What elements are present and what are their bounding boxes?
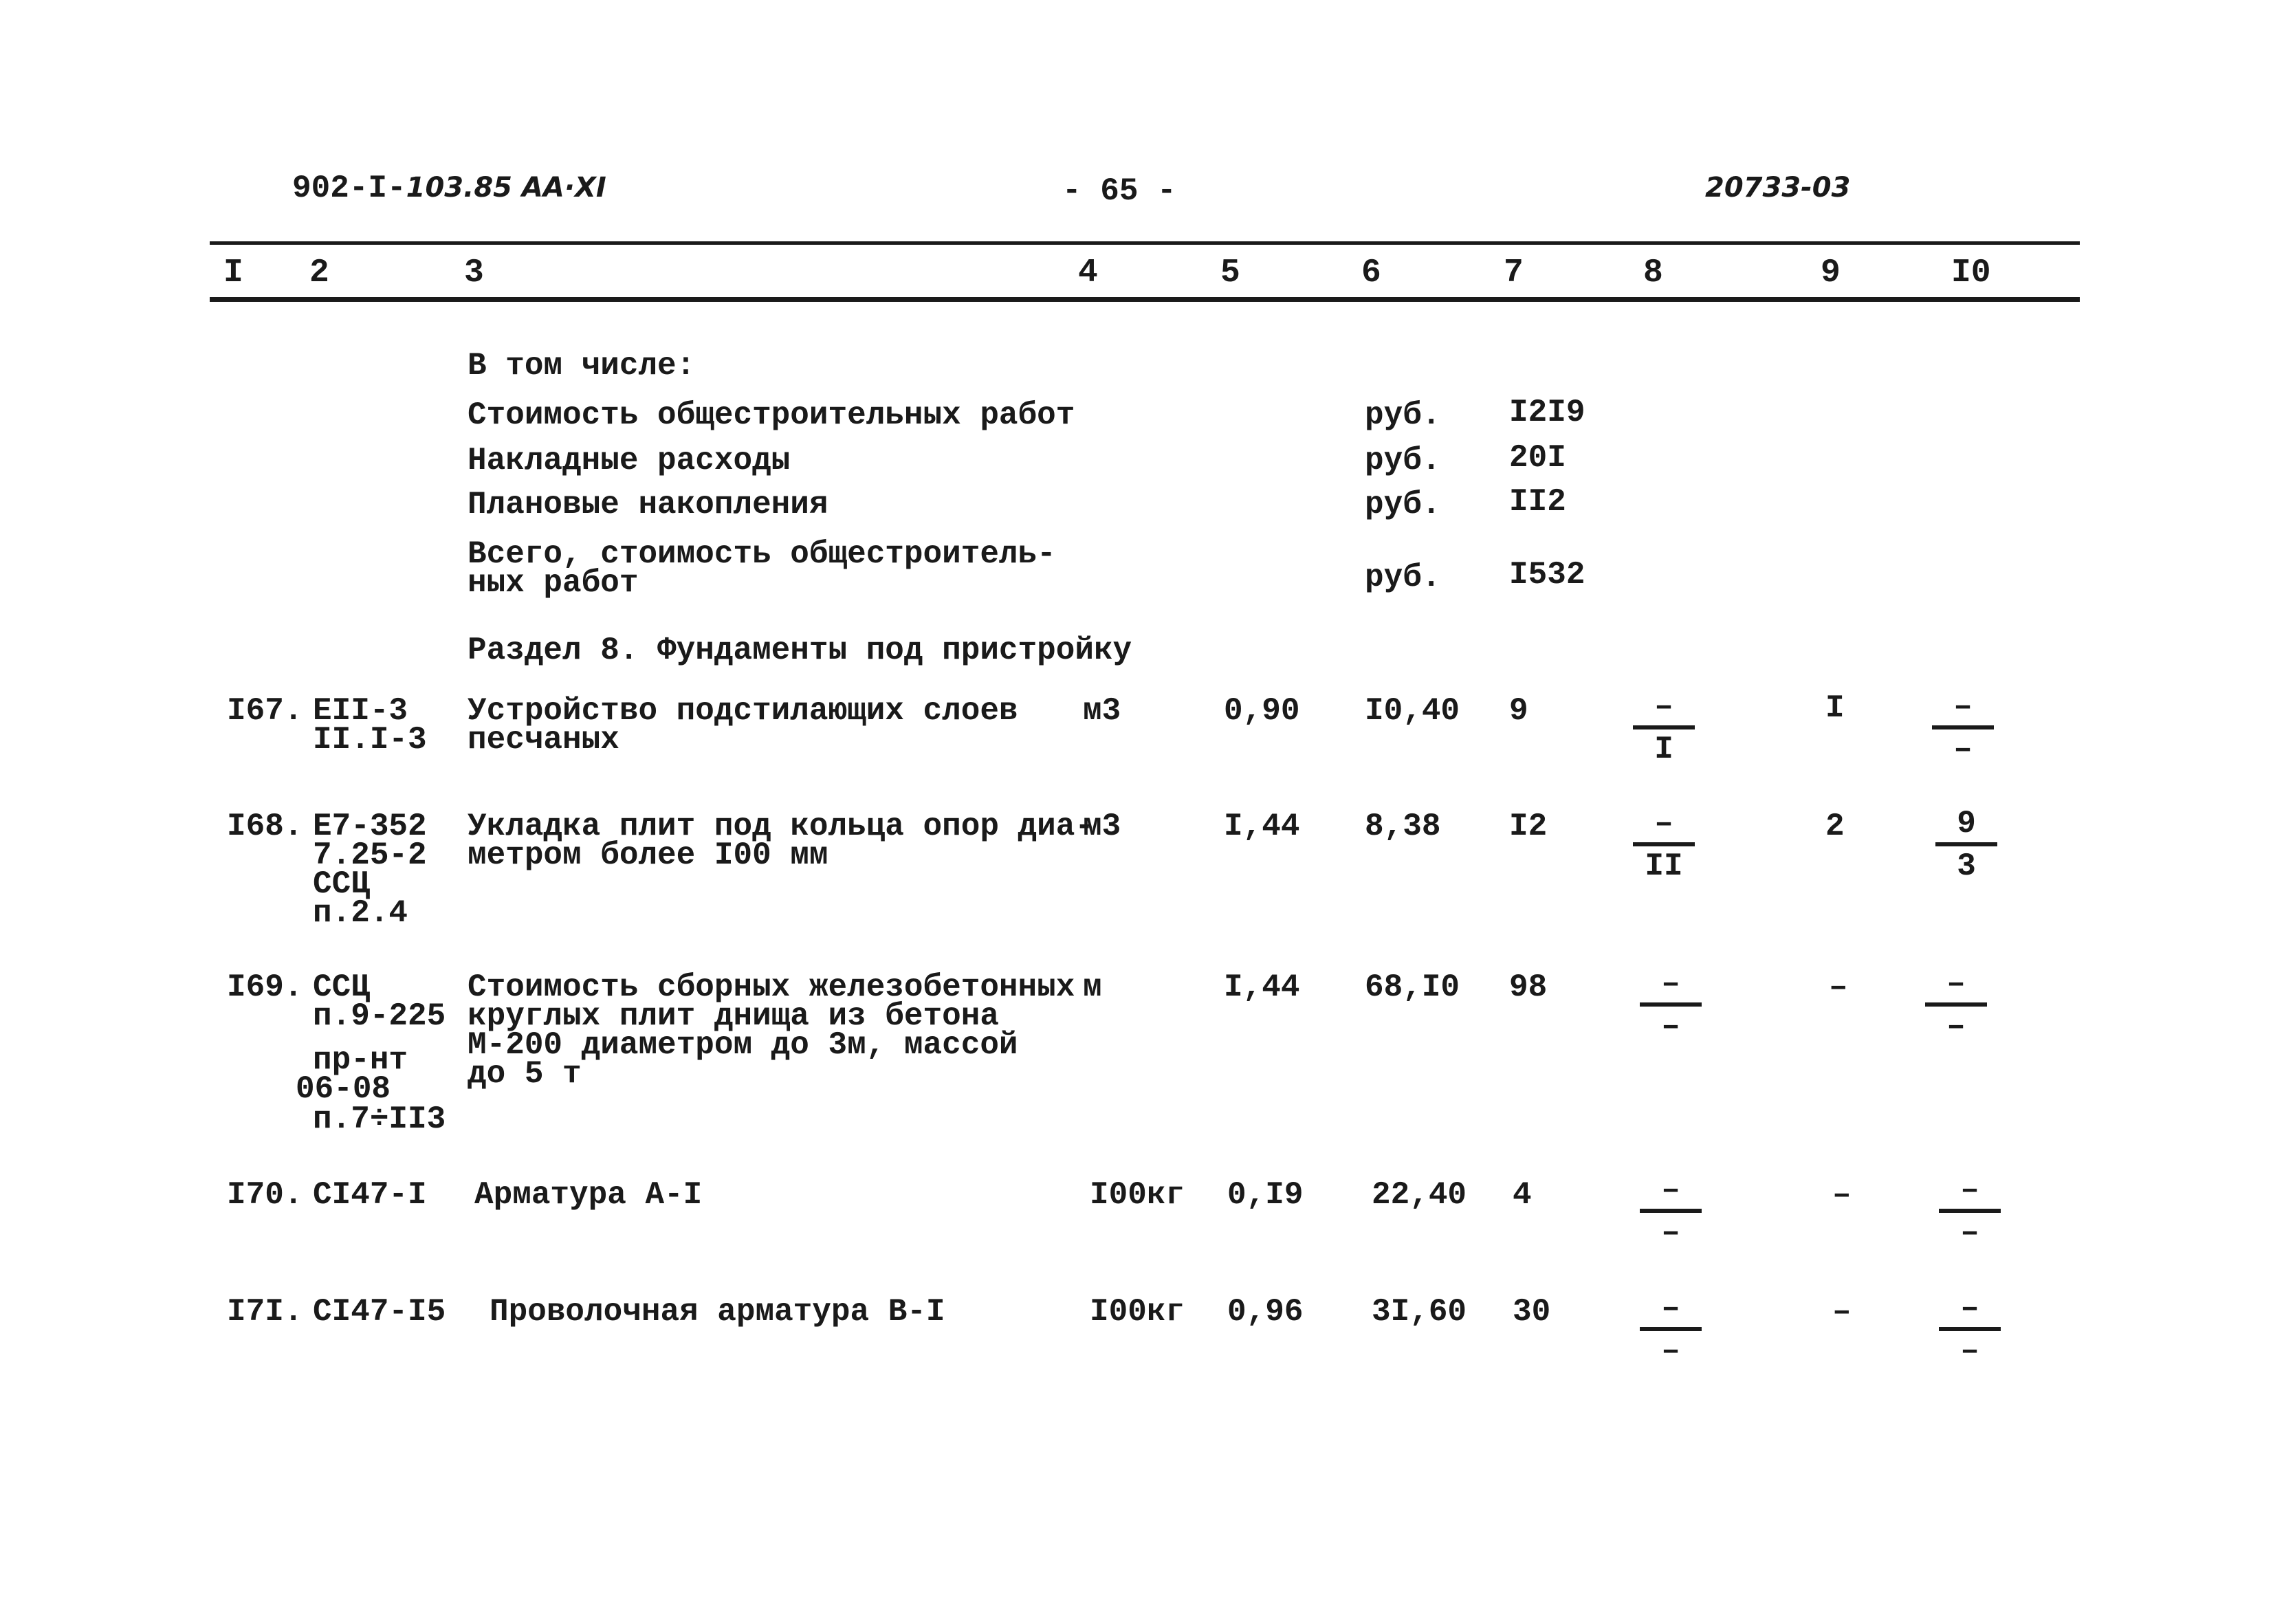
row-code: II.I-3 — [313, 722, 427, 758]
document-code-printed: 902-I- — [292, 171, 406, 206]
fraction-bottom: I — [1654, 732, 1673, 767]
row-description: метром более I00 мм — [468, 837, 828, 873]
row-description: Стоимость сборных железобетонных — [468, 969, 1075, 1005]
fraction-bottom: – — [1661, 1333, 1680, 1369]
section-title: Раздел 8. Фундаменты под пристройку — [468, 633, 1132, 668]
summary-value: II2 — [1509, 484, 1566, 520]
column-header-2: 2 — [309, 254, 329, 292]
summary-value: I532 — [1509, 557, 1585, 593]
summary-unit: руб. — [1365, 397, 1441, 433]
row-code: п.9-225 — [313, 998, 446, 1034]
row-col9: 2 — [1825, 809, 1845, 844]
fraction-bar — [1640, 1209, 1702, 1213]
row-quantity: 0,96 — [1227, 1294, 1304, 1330]
fraction-bottom: – — [1946, 1009, 1966, 1044]
fraction-bottom: – — [1661, 1215, 1680, 1251]
row-col9: – — [1832, 1177, 1852, 1213]
fraction-bottom: 3 — [1957, 848, 1976, 884]
row-description: Арматура А-I — [474, 1177, 703, 1213]
row-code: СI47-I5 — [313, 1294, 446, 1330]
fraction-bar — [1939, 1209, 2001, 1213]
row-total: 98 — [1509, 969, 1548, 1005]
summary-value: I2I9 — [1509, 395, 1585, 430]
summary-intro: В том числе: — [468, 348, 696, 384]
row-code: пр-нт — [313, 1042, 408, 1078]
fraction-bottom: – — [1953, 732, 1973, 767]
row-col10-fraction — [1932, 1293, 2008, 1367]
row-code: п.7÷II3 — [313, 1101, 446, 1137]
row-unit: м3 — [1083, 809, 1121, 844]
row-number: I70. — [227, 1177, 303, 1213]
row-code: СI47-I — [313, 1177, 427, 1213]
row-col8-fraction — [1633, 1293, 1709, 1367]
summary-label-line1: Всего, стоимость общестроитель- — [468, 536, 1056, 572]
row-code: п.2.4 — [313, 895, 408, 931]
fraction-bottom: – — [1960, 1215, 1979, 1251]
row-price: 68,I0 — [1365, 969, 1460, 1005]
row-col9: I — [1825, 690, 1845, 726]
summary-label: Стоимость общестроительных работ — [468, 397, 1075, 433]
row-description: до 5 т — [468, 1056, 582, 1092]
column-header-4: 4 — [1078, 254, 1098, 292]
row-quantity: I,44 — [1224, 969, 1300, 1005]
column-header-8: 8 — [1643, 254, 1663, 292]
row-description: Устройство подстилающих слоев — [468, 693, 1018, 729]
column-header-6: 6 — [1361, 254, 1381, 292]
row-col8-fraction — [1626, 691, 1702, 765]
summary-unit: руб. — [1365, 443, 1441, 479]
row-number: I68. — [227, 809, 303, 844]
row-description: М-200 диаметром до 3м, массой — [468, 1027, 1018, 1063]
column-header-7: 7 — [1504, 254, 1524, 292]
row-col10-fraction — [1925, 691, 2001, 765]
summary-label-line2: ных работ — [468, 565, 639, 601]
summary-label: Плановые накопления — [468, 487, 828, 523]
fraction-top: – — [1661, 1172, 1680, 1208]
row-price: I0,40 — [1365, 693, 1460, 729]
row-description: Проволочная арматура В-I — [490, 1294, 945, 1330]
column-header-3: 3 — [464, 254, 484, 292]
row-col8-fraction — [1633, 968, 1709, 1042]
row-code: ЕII-3 — [313, 693, 408, 729]
fraction-top: – — [1661, 1291, 1680, 1326]
fraction-bar — [1633, 725, 1695, 729]
document-code — [292, 171, 606, 206]
row-total: 4 — [1513, 1177, 1532, 1213]
row-quantity: 0,90 — [1224, 693, 1300, 729]
fraction-bar — [1932, 725, 1994, 729]
document-id: 20733-03 — [1705, 172, 1851, 204]
row-quantity: 0,I9 — [1227, 1177, 1304, 1213]
column-header-10: I0 — [1951, 254, 1991, 292]
row-number: I67. — [227, 693, 303, 729]
fraction-bottom: II — [1645, 848, 1683, 884]
fraction-bar — [1640, 1327, 1702, 1331]
row-price: 8,38 — [1365, 809, 1441, 844]
fraction-bar — [1935, 842, 1997, 846]
fraction-top: – — [1953, 689, 1973, 725]
row-col8-fraction — [1626, 808, 1702, 882]
document-code-handwritten: 103.85 АА·XI — [406, 172, 606, 204]
row-code: 7.25-2 — [313, 837, 427, 873]
row-number: I7I. — [227, 1294, 303, 1330]
table-top-rule — [210, 241, 2080, 245]
row-number: I69. — [227, 969, 303, 1005]
summary-label: Накладные расходы — [468, 443, 791, 479]
row-unit: I00кг — [1090, 1177, 1185, 1213]
fraction-bar — [1633, 842, 1695, 846]
row-price: 22,40 — [1372, 1177, 1467, 1213]
row-code: 06-08 — [296, 1071, 391, 1107]
fraction-top: 9 — [1957, 806, 1976, 842]
fraction-bar — [1925, 1002, 1987, 1007]
row-unit: I00кг — [1090, 1294, 1185, 1330]
row-code: ССЦ — [313, 866, 370, 902]
column-header-1: I — [223, 254, 243, 292]
column-header-5: 5 — [1220, 254, 1240, 292]
row-unit: м — [1083, 969, 1102, 1005]
row-code: ССЦ — [313, 969, 370, 1005]
row-description: Укладка плит под кольца опор диа- — [468, 809, 1094, 844]
row-description: песчаных — [468, 722, 619, 758]
fraction-bottom: – — [1661, 1009, 1680, 1044]
page-number: - 65 - — [1062, 173, 1176, 209]
fraction-top: – — [1654, 806, 1673, 842]
row-col10-fraction — [1918, 968, 1994, 1042]
row-col8-fraction — [1633, 1174, 1709, 1249]
fraction-top: – — [1661, 966, 1680, 1002]
fraction-bar — [1640, 1002, 1702, 1007]
fraction-top: – — [1960, 1172, 1979, 1208]
summary-unit: руб. — [1365, 487, 1441, 523]
column-header-9: 9 — [1821, 254, 1841, 292]
summary-unit: руб. — [1365, 560, 1441, 595]
row-col9: – — [1829, 969, 1848, 1005]
fraction-top: – — [1654, 689, 1673, 725]
table-header-rule — [210, 297, 2080, 302]
row-total: I2 — [1509, 809, 1548, 844]
row-total: 30 — [1513, 1294, 1551, 1330]
row-description: круглых плит днища из бетона — [468, 998, 999, 1034]
row-unit: м3 — [1083, 693, 1121, 729]
row-col10-fraction — [1929, 808, 2004, 882]
row-total: 9 — [1509, 693, 1528, 729]
row-code: Е7-352 — [313, 809, 427, 844]
row-quantity: I,44 — [1224, 809, 1300, 844]
fraction-top: – — [1960, 1291, 1979, 1326]
row-col10-fraction — [1932, 1174, 2008, 1249]
fraction-bar — [1939, 1327, 2001, 1331]
fraction-bottom: – — [1960, 1333, 1979, 1369]
row-col9: – — [1832, 1294, 1852, 1330]
fraction-top: – — [1946, 966, 1966, 1002]
summary-value: 20I — [1509, 440, 1566, 476]
row-price: 3I,60 — [1372, 1294, 1467, 1330]
